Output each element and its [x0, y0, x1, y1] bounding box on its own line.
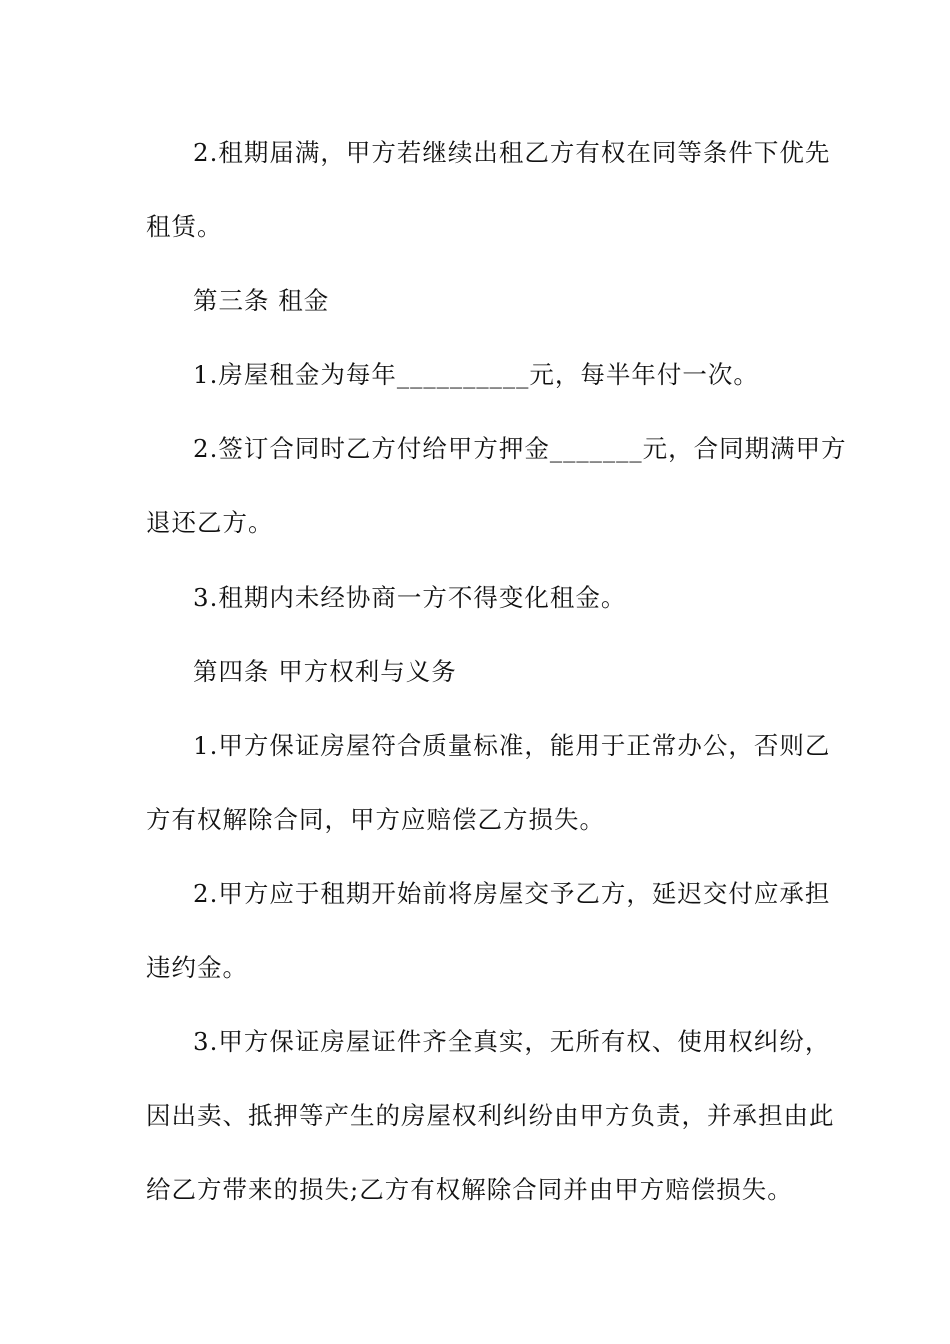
paragraph-deposit	[146, 412, 847, 560]
text-line: 违约金。	[146, 953, 248, 982]
text-line: 1.房屋租金为每年__________元，每半年付一次。	[193, 360, 759, 389]
text-line: 第四条 甲方权利与义务	[193, 657, 457, 686]
text-line: 1.甲方保证房屋符合质量标准，能用于正常办公，否则乙	[193, 731, 831, 760]
paragraph-delivery	[146, 857, 831, 1005]
article-4-heading	[146, 635, 816, 709]
text-line: 2.签订合同时乙方付给甲方押金_______元，合同期满甲方	[193, 434, 847, 463]
text-line: 2.租期届满，甲方若继续出租乙方有权在同等条件下优先	[193, 138, 831, 167]
article-3-heading	[146, 264, 816, 338]
text-line: 给乙方带来的损失;乙方有权解除合同并由甲方赔偿损失。	[146, 1175, 793, 1204]
text-line: 方有权解除合同，甲方应赔偿乙方损失。	[146, 805, 605, 834]
text-line: 2.甲方应于租期开始前将房屋交予乙方，延迟交付应承担	[193, 879, 831, 908]
paragraph-certificates	[146, 1005, 835, 1227]
paragraph-annual-rent	[146, 338, 816, 412]
text-line: 第三条 租金	[193, 286, 330, 315]
text-line: 3.租期内未经协商一方不得变化租金。	[193, 583, 627, 612]
paragraph-renewal-priority	[146, 116, 831, 264]
paragraph-rent-change	[146, 561, 816, 635]
paragraph-quality-guarantee	[146, 709, 831, 857]
text-line: 因出卖、抵押等产生的房屋权利纠纷由甲方负责，并承担由此	[146, 1101, 835, 1130]
text-line: 租赁。	[146, 212, 223, 241]
text-line: 3.甲方保证房屋证件齐全真实，无所有权、使用权纠纷，	[193, 1027, 831, 1056]
text-line: 退还乙方。	[146, 508, 274, 537]
